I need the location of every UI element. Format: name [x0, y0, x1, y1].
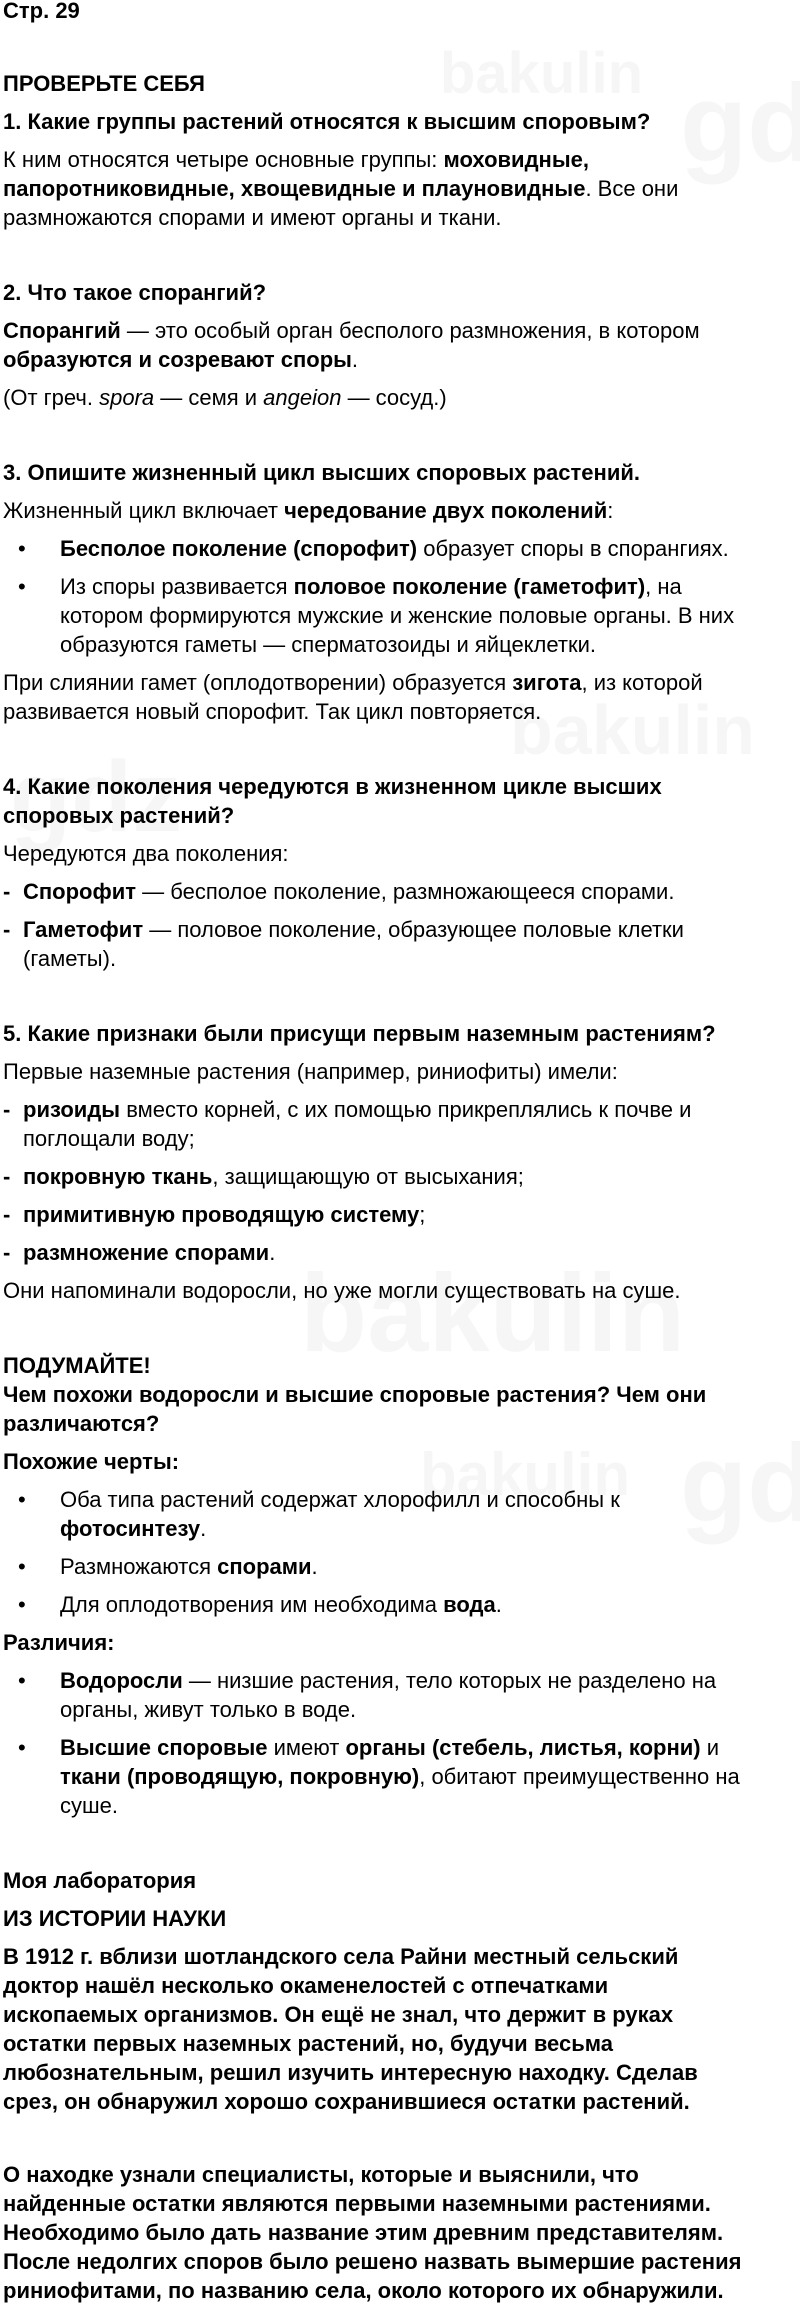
answer-2-line-2: образуются и созревают споры. [3, 347, 359, 372]
bullet-marker: • [18, 574, 26, 599]
history-paragraph-2-line: После недолгих споров было решено назвать вымершие растения [3, 2249, 742, 2274]
difference-1-line-2: органы, живут только в воде. [60, 1697, 357, 1722]
history-paragraph-1-line: срез, он обнаружил хорошо сохранившиеся остатки растений. [3, 2089, 690, 2114]
dash-marker: - [3, 1097, 11, 1122]
answer-1-line-2: папоротниковидные, хвощевидные и плауновидные. Все они [3, 176, 679, 201]
history-paragraph-2-line: найденные остатки являются первыми наземными растениями. [3, 2191, 711, 2216]
difference-2: Высшие споровые имеют органы (стебель, листья, корни) и [60, 1735, 720, 1760]
question-3: 3. Опишите жизненный цикл высших споровых растений. [3, 460, 640, 485]
history-paragraph-1-line: доктор нашёл несколько окаменелостей с отпечатками [3, 1973, 609, 1998]
answer-4-item-2-line-2: (гаметы). [23, 946, 117, 971]
similarity-2: Размножаются спорами. [60, 1554, 318, 1579]
dash-marker: - [3, 1202, 11, 1227]
answer-5-item-4: размножение спорами. [23, 1240, 276, 1265]
answer-1-line-3: размножаются спорами и имеют органы и ткани. [3, 205, 502, 230]
answer-2-line-1: Спорангий — это особый орган бесполого размножения, в котором [3, 318, 700, 343]
answer-3-bullet-1: Бесполое поколение (спорофит) образует споры в спорангиях. [60, 536, 729, 561]
dash-marker: - [3, 1240, 11, 1265]
differences-title: Различия: [3, 1630, 115, 1655]
similarity-3: Для оплодотворения им необходима вода. [60, 1592, 502, 1617]
answer-5-outro: Они напоминали водоросли, но уже могли существовать на суше. [3, 1278, 681, 1303]
history-paragraph-1-line: В 1912 г. вблизи шотландского села Райни местный сельский [3, 1944, 679, 1969]
lab-title: Моя лаборатория [3, 1868, 197, 1893]
answer-5-item-1: ризоиды вместо корней, с их помощью прикреплялись к почве и [23, 1097, 692, 1122]
answer-1-line-1: К ним относятся четыре основные группы: моховидные, [3, 147, 589, 172]
similarity-1: Оба типа растений содержат хлорофилл и способны к [60, 1487, 620, 1512]
history-paragraph-2-line: Необходимо было дать название этим древним представителям. [3, 2220, 724, 2245]
history-title: ИЗ ИСТОРИИ НАУКИ [3, 1906, 227, 1931]
history-paragraph-2-line: риниофитами, по названию села, около которого их обнаружили. [3, 2278, 724, 2303]
bullet-marker: • [18, 536, 26, 561]
question-5: 5. Какие признаки были присущи первым наземным растениям? [3, 1021, 716, 1046]
difference-2-line-3: суше. [60, 1793, 118, 1818]
question-2: 2. Что такое спорангий? [3, 280, 267, 305]
answer-3-bullet-2-line-3: образуются гаметы — сперматозоиды и яйцеклетки. [60, 632, 597, 657]
difference-1: Водоросли — низшие растения, тело которых не разделено на [60, 1668, 717, 1693]
dash-marker: - [3, 917, 11, 942]
bullet-marker: • [18, 1668, 26, 1693]
history-paragraph-1-line: любознательным, решил изучить интересную находку. Сделав [3, 2060, 698, 2085]
history-paragraph-1-line: ископаемых организмов. Он ещё не знал, что держит в руках [3, 2002, 674, 2027]
answer-3-bullet-2: Из споры развивается половое поколение (гаметофит), на [60, 574, 682, 599]
question-4-line-2: споровых растений? [3, 803, 235, 828]
bullet-marker: • [18, 1487, 26, 1512]
page-label: Стр. 29 [3, 0, 80, 23]
answer-4-item-1: Спорофит — бесполое поколение, размножающееся спорами. [23, 879, 675, 904]
think-question-line-2: различаются? [3, 1411, 160, 1436]
dash-marker: - [3, 1164, 11, 1189]
answer-5-intro: Первые наземные растения (например, риниофиты) имели: [3, 1059, 618, 1084]
bullet-marker: • [18, 1554, 26, 1579]
etymology: (От греч. spora — семя и angeion — сосуд.) [3, 385, 447, 410]
difference-2-line-2: ткани (проводящую, покровную), обитают преимущественно на [60, 1764, 740, 1789]
answer-3-outro-2: развивается новый спорофит. Так цикл повторяется. [3, 699, 542, 724]
history-paragraph-2-line: О находке узнали специалисты, которые и выяснили, что [3, 2162, 639, 2187]
bullet-marker: • [18, 1592, 26, 1617]
similarity-1-line-2: фотосинтезу. [60, 1516, 207, 1541]
answer-3-intro: Жизненный цикл включает чередование двух поколений: [3, 498, 614, 523]
answer-3-outro-1: При слиянии гамет (оплодотворении) образуется зигота, из которой [3, 670, 703, 695]
think-question-line-1: Чем похожи водоросли и высшие споровые растения? Чем они [3, 1382, 707, 1407]
similarities-title: Похожие черты: [3, 1449, 180, 1474]
answer-3-bullet-2-line-2: котором формируются мужские и женские половые органы. В них [60, 603, 735, 628]
history-paragraph-1-line: остатки первых наземных растений, но, будучи весьма [3, 2031, 613, 2056]
answer-4-intro: Чередуются два поколения: [3, 841, 289, 866]
question-4-line-1: 4. Какие поколения чередуются в жизненном цикле высших [3, 774, 662, 799]
section-title-check: ПРОВЕРЬТЕ СЕБЯ [3, 71, 205, 96]
answer-4-item-2: Гаметофит — половое поколение, образующее половые клетки [23, 917, 684, 942]
dash-marker: - [3, 879, 11, 904]
answer-5-item-3: примитивную проводящую систему; [23, 1202, 426, 1227]
section-title-think: ПОДУМАЙТЕ! [3, 1353, 151, 1378]
answer-5-item-1-line-2: поглощали воду; [23, 1126, 195, 1151]
bullet-marker: • [18, 1735, 26, 1760]
question-1: 1. Какие группы растений относятся к высшим споровым? [3, 109, 651, 134]
answer-5-item-2: покровную ткань, защищающую от высыхания; [23, 1164, 524, 1189]
